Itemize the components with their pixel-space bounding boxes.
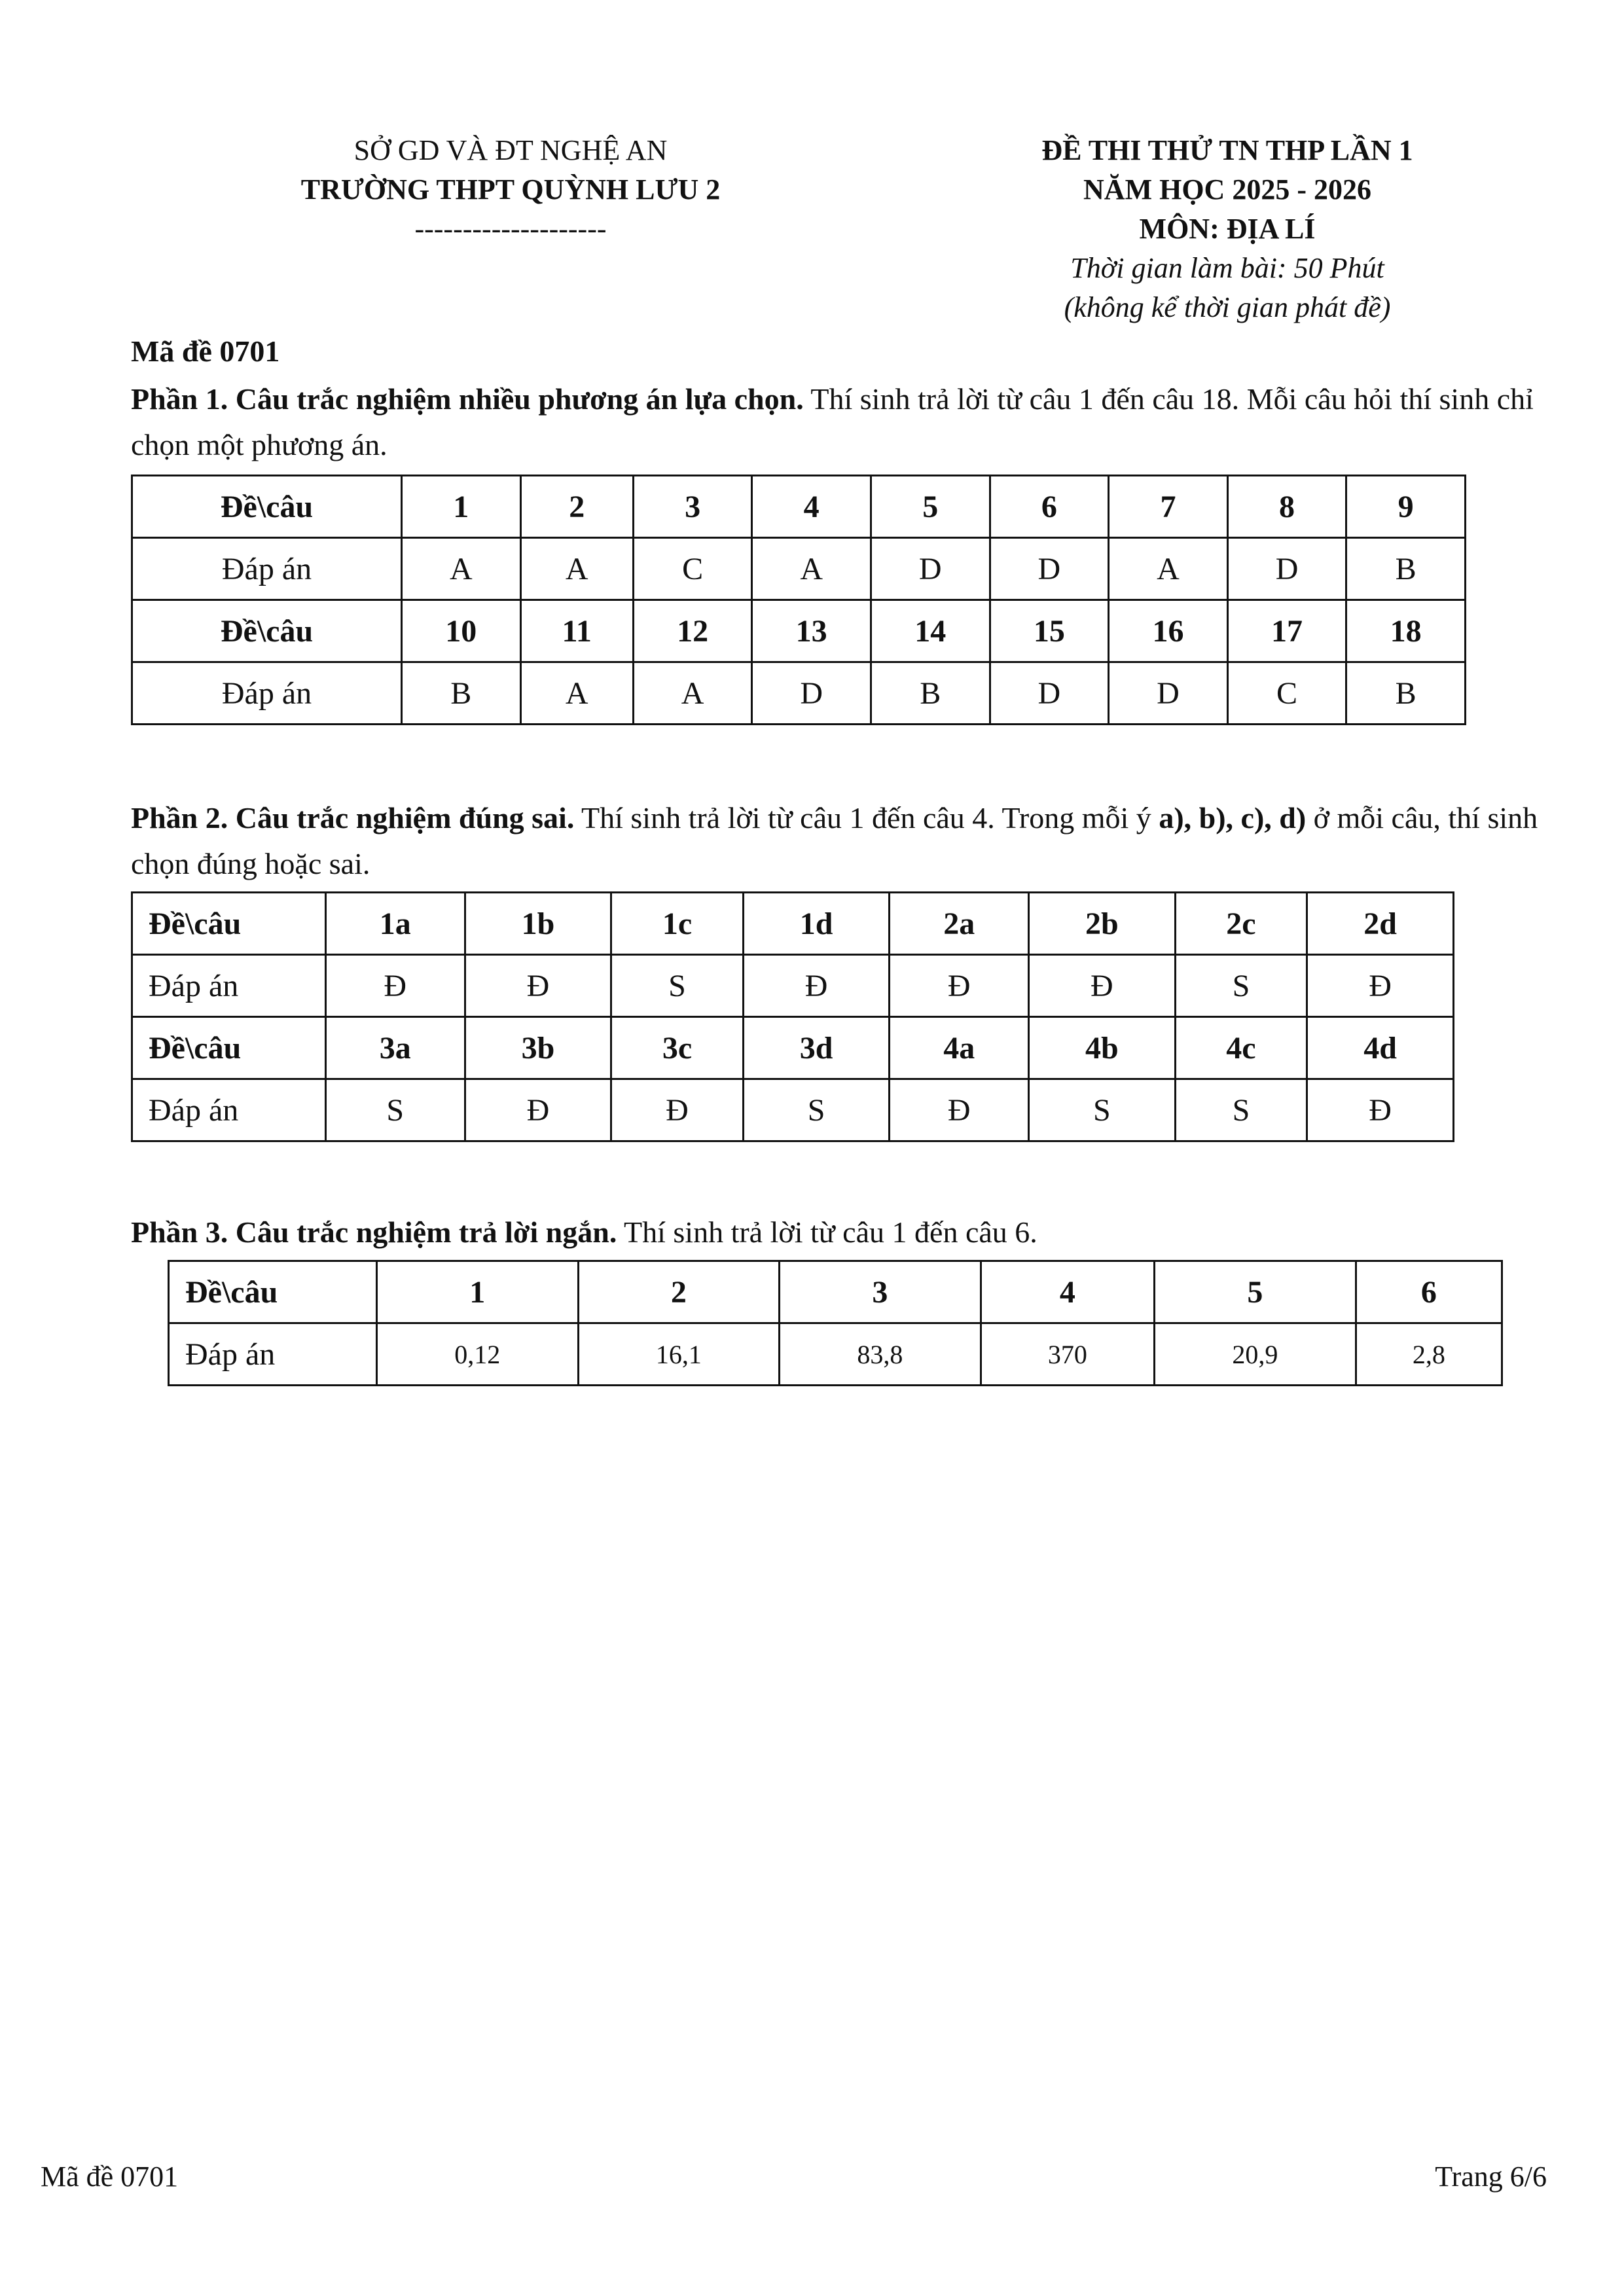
question-number: 14	[871, 600, 990, 662]
subject: MÔN: ĐỊA LÍ	[1139, 213, 1316, 245]
row-label: Đề\câu	[132, 476, 402, 538]
duration-note: (không kể thời gian phát đề)	[1064, 291, 1391, 323]
row-label: Đề\câu	[132, 600, 402, 662]
table-row	[169, 1261, 1502, 1323]
answer-cell: Đ	[743, 955, 890, 1017]
part1-title: Phần 1. Câu trắc nghiệm nhiều phương án lựa chọn.	[131, 382, 804, 416]
question-number: 2b	[1028, 893, 1175, 955]
question-number: 11	[520, 600, 633, 662]
part3-text: Thí sinh trả lời từ câu 1 đến câu 6.	[617, 1215, 1038, 1249]
question-number: 3	[633, 476, 752, 538]
part1-instructions	[131, 376, 1538, 468]
answer-cell: S	[1028, 1079, 1175, 1141]
question-number: 1	[377, 1261, 579, 1323]
answer-cell: D	[752, 662, 871, 725]
answer-cell: C	[1227, 662, 1346, 725]
answer-cell: S	[1175, 1079, 1307, 1141]
question-number: 2	[520, 476, 633, 538]
answer-cell: Đ	[326, 955, 465, 1017]
question-number: 4c	[1175, 1017, 1307, 1079]
part3-instructions	[131, 1210, 1538, 1255]
part1-answer-table	[131, 475, 1466, 725]
table-row	[132, 1079, 1454, 1141]
header-dashes: --------------------	[414, 213, 607, 245]
duration: Thời gian làm bài: 50 Phút	[1070, 252, 1384, 284]
answer-cell: A	[520, 538, 633, 600]
department-name: SỞ GD VÀ ĐT NGHỆ AN	[353, 134, 668, 166]
answer-cell: D	[1109, 662, 1228, 725]
answer-cell: D	[990, 538, 1109, 600]
answer-cell: S	[611, 955, 743, 1017]
question-number: 18	[1346, 600, 1466, 662]
question-number: 4a	[890, 1017, 1029, 1079]
answer-cell: Đ	[890, 1079, 1029, 1141]
question-number: 10	[402, 600, 521, 662]
question-number: 9	[1346, 476, 1466, 538]
row-label: Đáp án	[132, 662, 402, 725]
question-number: 4	[981, 1261, 1154, 1323]
question-number: 3b	[465, 1017, 611, 1079]
exam-title: ĐỀ THI THỬ TN THP LẦN 1	[1041, 134, 1413, 166]
footer-page-number: Trang 6/6	[1435, 2161, 1547, 2193]
question-number: 1d	[743, 893, 890, 955]
question-number: 3d	[743, 1017, 890, 1079]
part2-instructions	[131, 795, 1538, 887]
footer-exam-code: Mã đề 0701	[41, 2161, 179, 2193]
header-right	[916, 131, 1538, 327]
question-number: 3c	[611, 1017, 743, 1079]
question-number: 16	[1109, 600, 1228, 662]
answer-cell: Đ	[465, 1079, 611, 1141]
answer-cell: D	[1227, 538, 1346, 600]
answer-cell: Đ	[465, 955, 611, 1017]
question-number: 17	[1227, 600, 1346, 662]
answer-cell: Đ	[1307, 1079, 1454, 1141]
question-number: 4	[752, 476, 871, 538]
row-label: Đề\câu	[169, 1261, 377, 1323]
question-number: 3a	[326, 1017, 465, 1079]
row-label: Đáp án	[132, 538, 402, 600]
part2-text-end: ở mỗi câu, thí sinh chọn đúng hoặc sai.	[131, 801, 1538, 880]
part2-options: a), b), c), d)	[1159, 801, 1307, 834]
answer-cell: A	[1109, 538, 1228, 600]
answer-cell: A	[520, 662, 633, 725]
question-number: 6	[990, 476, 1109, 538]
answer-cell: C	[633, 538, 752, 600]
row-label: Đề\câu	[132, 893, 326, 955]
answer-cell: D	[990, 662, 1109, 725]
question-number: 2a	[890, 893, 1029, 955]
question-number: 1c	[611, 893, 743, 955]
answer-cell: S	[1175, 955, 1307, 1017]
question-number: 3	[780, 1261, 981, 1323]
row-label: Đáp án	[169, 1323, 377, 1386]
question-number: 1b	[465, 893, 611, 955]
answer-cell: Đ	[890, 955, 1029, 1017]
question-number: 7	[1109, 476, 1228, 538]
question-number: 2d	[1307, 893, 1454, 955]
part3-answer-table	[168, 1260, 1503, 1386]
answer-cell: 370	[981, 1323, 1154, 1386]
table-row	[132, 600, 1466, 662]
question-number: 6	[1356, 1261, 1502, 1323]
part2-answer-table	[131, 891, 1454, 1142]
answer-cell: B	[1346, 538, 1466, 600]
question-number: 5	[1155, 1261, 1356, 1323]
answer-cell: 0,12	[377, 1323, 579, 1386]
question-number: 4b	[1028, 1017, 1175, 1079]
header-left	[249, 131, 772, 249]
answer-cell: B	[871, 662, 990, 725]
answer-cell: A	[402, 538, 521, 600]
table-row	[132, 662, 1466, 725]
table-row	[132, 538, 1466, 600]
table-row	[132, 1017, 1454, 1079]
answer-cell: Đ	[1307, 955, 1454, 1017]
answer-cell: A	[752, 538, 871, 600]
answer-cell: S	[743, 1079, 890, 1141]
answer-cell: 20,9	[1155, 1323, 1356, 1386]
question-number: 1a	[326, 893, 465, 955]
answer-cell: 2,8	[1356, 1323, 1502, 1386]
table-row	[132, 893, 1454, 955]
row-label: Đề\câu	[132, 1017, 326, 1079]
answer-cell: 83,8	[780, 1323, 981, 1386]
answer-cell: D	[871, 538, 990, 600]
question-number: 13	[752, 600, 871, 662]
row-label: Đáp án	[132, 955, 326, 1017]
part3-title: Phần 3. Câu trắc nghiệm trả lời ngắn.	[131, 1215, 617, 1249]
question-number: 8	[1227, 476, 1346, 538]
question-number: 15	[990, 600, 1109, 662]
answer-cell: Đ	[1028, 955, 1175, 1017]
table-row	[132, 476, 1466, 538]
answer-cell: A	[633, 662, 752, 725]
school-year: NĂM HỌC 2025 - 2026	[1083, 173, 1371, 206]
answer-cell: 16,1	[578, 1323, 780, 1386]
table-row	[169, 1323, 1502, 1386]
question-number: 2	[578, 1261, 780, 1323]
row-label: Đáp án	[132, 1079, 326, 1141]
part1-text: Thí sinh trả lời từ câu 1 đến câu 18. Mỗi câu hỏi thí sinh chỉ chọn một phương án.	[131, 382, 1534, 461]
question-number: 2c	[1175, 893, 1307, 955]
exam-code: Mã đề 0701	[131, 334, 280, 368]
part2-text: Thí sinh trả lời từ câu 1 đến câu 4. Trong mỗi ý	[574, 801, 1159, 834]
answer-cell: S	[326, 1079, 465, 1141]
answer-cell: B	[1346, 662, 1466, 725]
question-number: 12	[633, 600, 752, 662]
question-number: 5	[871, 476, 990, 538]
school-name: TRƯỜNG THPT QUỲNH LƯU 2	[300, 173, 721, 206]
answer-cell: Đ	[611, 1079, 743, 1141]
question-number: 1	[402, 476, 521, 538]
table-row	[132, 955, 1454, 1017]
answer-cell: B	[402, 662, 521, 725]
part2-title: Phần 2. Câu trắc nghiệm đúng sai.	[131, 801, 575, 834]
question-number: 4d	[1307, 1017, 1454, 1079]
